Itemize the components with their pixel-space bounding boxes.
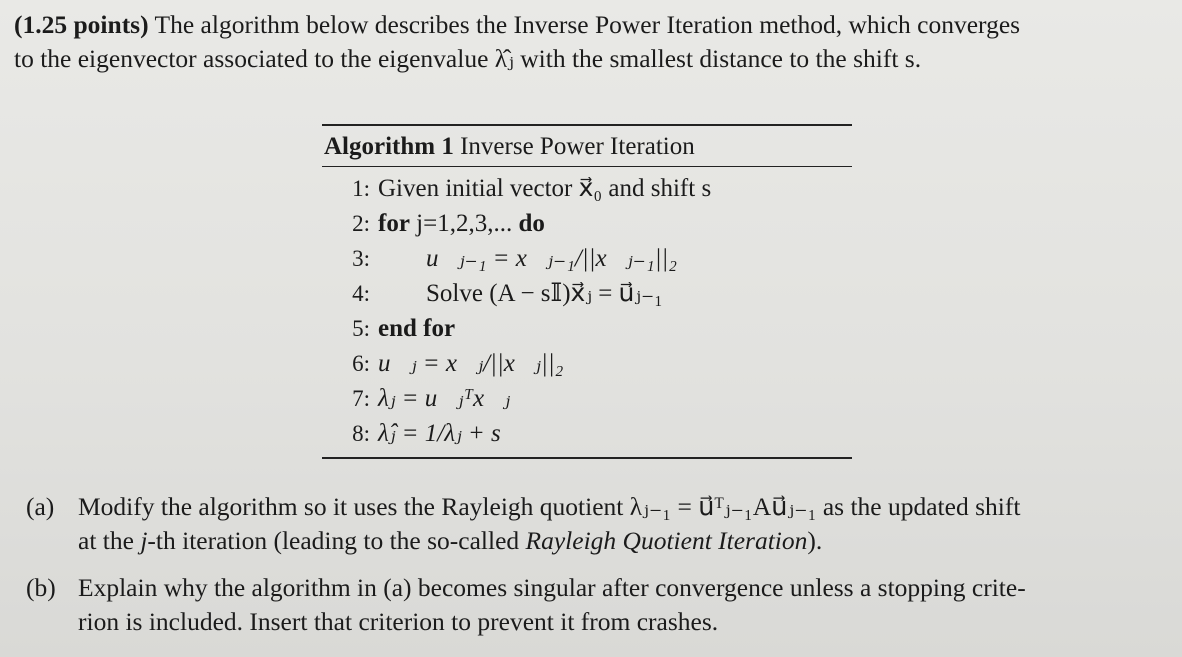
part-a-line-2 bbox=[78, 524, 1176, 558]
problem-statement bbox=[14, 8, 1174, 76]
line-number: 4: bbox=[352, 281, 370, 306]
algorithm-title-number: Algorithm 1 bbox=[324, 133, 454, 160]
algorithm-line-6 bbox=[322, 346, 852, 381]
part-text bbox=[78, 571, 1176, 639]
algorithm-title bbox=[322, 126, 852, 166]
problem-line-1 bbox=[14, 8, 1174, 42]
algorithm-bottom-rule bbox=[322, 457, 852, 459]
question-part-b bbox=[26, 571, 1176, 639]
keyword-do: do bbox=[518, 210, 545, 237]
part-a-text: ). bbox=[807, 526, 823, 555]
line-formula: λⱼ = u⃗ⱼᵀx⃗ⱼ bbox=[378, 385, 511, 412]
part-a-text: at the bbox=[78, 526, 141, 555]
line-number: 6: bbox=[352, 351, 370, 376]
algorithm-line-8 bbox=[322, 416, 852, 451]
part-a-text: -th iteration (leading to the so-called bbox=[147, 526, 526, 555]
line-formula: Solve (A − s𝕀)x⃗ⱼ = u⃗ⱼ₋₁ bbox=[426, 280, 663, 307]
part-text bbox=[78, 490, 1176, 558]
question-part-a bbox=[26, 490, 1176, 558]
line-number: 2: bbox=[352, 211, 370, 236]
problem-line-2: to the eigenvector associated to the eigenvalue λ̂ⱼ with the smallest distance to the shift s. bbox=[14, 44, 922, 73]
part-b-line-2: rion is included. Insert that criterion to prevent it from crashes. bbox=[78, 607, 719, 636]
line-formula: u⃗ⱼ = x⃗ⱼ/||x⃗ⱼ||₂ bbox=[378, 350, 564, 377]
algorithm-lines bbox=[322, 167, 852, 457]
line-number: 7: bbox=[352, 386, 370, 411]
algorithm-line-5 bbox=[322, 311, 852, 346]
problem-text-1: The algorithm below describes the Inverse Power Iteration method, which converges bbox=[148, 10, 1021, 39]
part-a-math: j bbox=[140, 526, 148, 555]
algorithm-line-4 bbox=[322, 276, 852, 311]
line-text: j=1,2,3,... bbox=[409, 210, 519, 237]
line-content bbox=[376, 206, 545, 241]
algorithm-box bbox=[322, 124, 852, 459]
algorithm-line-1 bbox=[322, 171, 852, 206]
part-b-line-1: Explain why the algorithm in (a) becomes singular after convergence unless a stopping crite- bbox=[78, 573, 1026, 602]
points-label: (1.25 points) bbox=[14, 10, 149, 39]
line-text: Given initial vector x⃗₀ and shift s bbox=[378, 175, 712, 202]
line-formula: u⃗ⱼ₋₁ = x⃗ⱼ₋₁/||x⃗ⱼ₋₁||₂ bbox=[426, 245, 678, 272]
algorithm-line-3 bbox=[322, 241, 852, 276]
algorithm-line-7 bbox=[322, 381, 852, 416]
part-label: (b) bbox=[26, 573, 56, 602]
keyword-for: for bbox=[378, 210, 410, 237]
part-a-emphasis: Rayleigh Quotient Iteration bbox=[525, 526, 808, 555]
keyword-end-for: end for bbox=[378, 315, 456, 342]
line-number: 1: bbox=[352, 176, 370, 201]
line-formula: λ̂ⱼ = 1/λⱼ + s bbox=[378, 420, 501, 447]
algorithm-line-2 bbox=[322, 206, 852, 241]
line-number: 3: bbox=[352, 246, 370, 271]
part-a-line-1: Modify the algorithm so it uses the Rayleigh quotient λⱼ₋₁ = u⃗ᵀⱼ₋₁Au⃗ⱼ₋₁ as the updated shift bbox=[78, 492, 1021, 521]
line-number: 5: bbox=[352, 316, 370, 341]
part-label: (a) bbox=[26, 492, 55, 521]
sub-questions bbox=[26, 490, 1176, 652]
algorithm-title-name: Inverse Power Iteration bbox=[453, 133, 695, 160]
line-number: 8: bbox=[352, 421, 370, 446]
